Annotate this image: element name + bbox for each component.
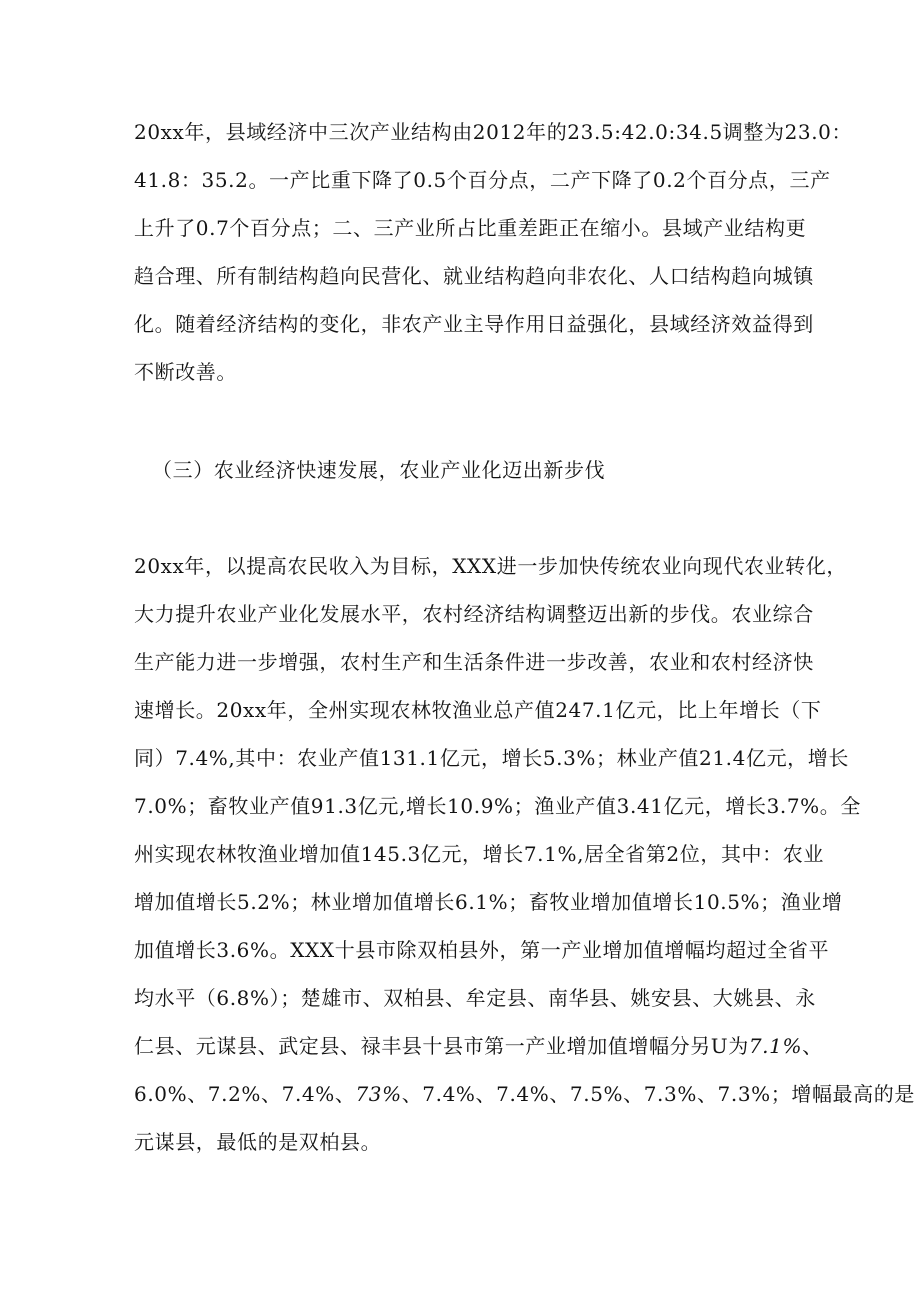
paragraph-2-line-13: 元谋县，最低的是双柏县。 [134,1130,382,1154]
paragraph-2-line-8: 增加值增长5.2%；林业增加值增长6.1%；畜牧业增加值增长10.5%；渔业增 [134,890,843,914]
paragraph-2-line-7: 州实现农林牧渔业增加值145.3亿元，增长7.1%,居全省第2位，其中：农业 [134,842,824,866]
paragraph-2-line-11 [134,1032,823,1060]
paragraph-1-line-6: 不断改善。 [134,360,237,384]
paragraph-2-line-1: 20xx年，以提高农民收入为目标，XXX进一步加快传统农业向现代农业转化， [134,554,847,578]
paragraph-2-line-2: 大力提升农业产业化发展水平，农村经济结构调整迈出新的步伐。农业综合 [134,602,814,626]
paragraph-2-line-12 [134,1080,915,1108]
line-11-italic-value: 7.1% [748,1034,803,1058]
paragraph-2-line-3: 生产能力进一步增强，农村生产和生活条件进一步改善，农业和农村经济快 [134,650,814,674]
line-12-italic-value: 73% [355,1082,402,1106]
paragraph-1-line-5: 化。随着经济结构的变化，非农产业主导作用日益强化，县域经济效益得到 [134,312,814,336]
paragraph-2-line-6: 7.0%；畜牧业产值91.3亿元,增长10.9%；渔业产值3.41亿元，增长3.7%。全 [134,794,861,818]
line-11-text: 仁县、元谋县、武定县、禄丰县十县市第一产业增加值增幅分另U为 [134,1034,749,1058]
paragraph-1-line-4: 趋合理、所有制结构趋向民营化、就业结构趋向非农化、人口结构趋向城镇 [134,264,814,288]
paragraph-1-line-3: 上升了0.7个百分点；二、三产业所占比重差距正在缩小。县域产业结构更 [134,216,807,240]
paragraph-2-line-9: 加值增长3.6%。XXX十县市除双柏县外，第一产业增加值增幅均超过全省平 [134,938,830,962]
paragraph-2-line-5: 同）7.4%,其中：农业产值131.1亿元，增长5.3%；林业产值21.4亿元，增长 [134,746,849,770]
section-heading: （三）农业经济快速发展，农业产业化迈出新步伐 [152,458,606,482]
paragraph-2-line-10: 均水平（6.8%）；楚雄市、双柏县、牟定县、南华县、姚安县、大姚县、永 [134,986,816,1010]
line-11-suffix: 、 [802,1034,823,1058]
paragraph-1-line-1: 20xx年，县域经济中三次产业结构由2012年的23.5:42.0:34.5调整为23.0： [134,120,853,144]
paragraph-2-line-4: 速增长。20xx年，全州实现农林牧渔业总产值247.1亿元，比上年增长（下 [134,698,822,722]
line-12-text: 6.0%、7.2%、7.4%、 [134,1082,356,1106]
line-12-suffix: 、7.4%、7.4%、7.5%、7.3%、7.3%；增幅最高的是 [401,1082,915,1106]
paragraph-1-line-2: 41.8：35.2。一产比重下降了0.5个百分点，二产下降了0.2个百分点，三产 [134,168,831,192]
